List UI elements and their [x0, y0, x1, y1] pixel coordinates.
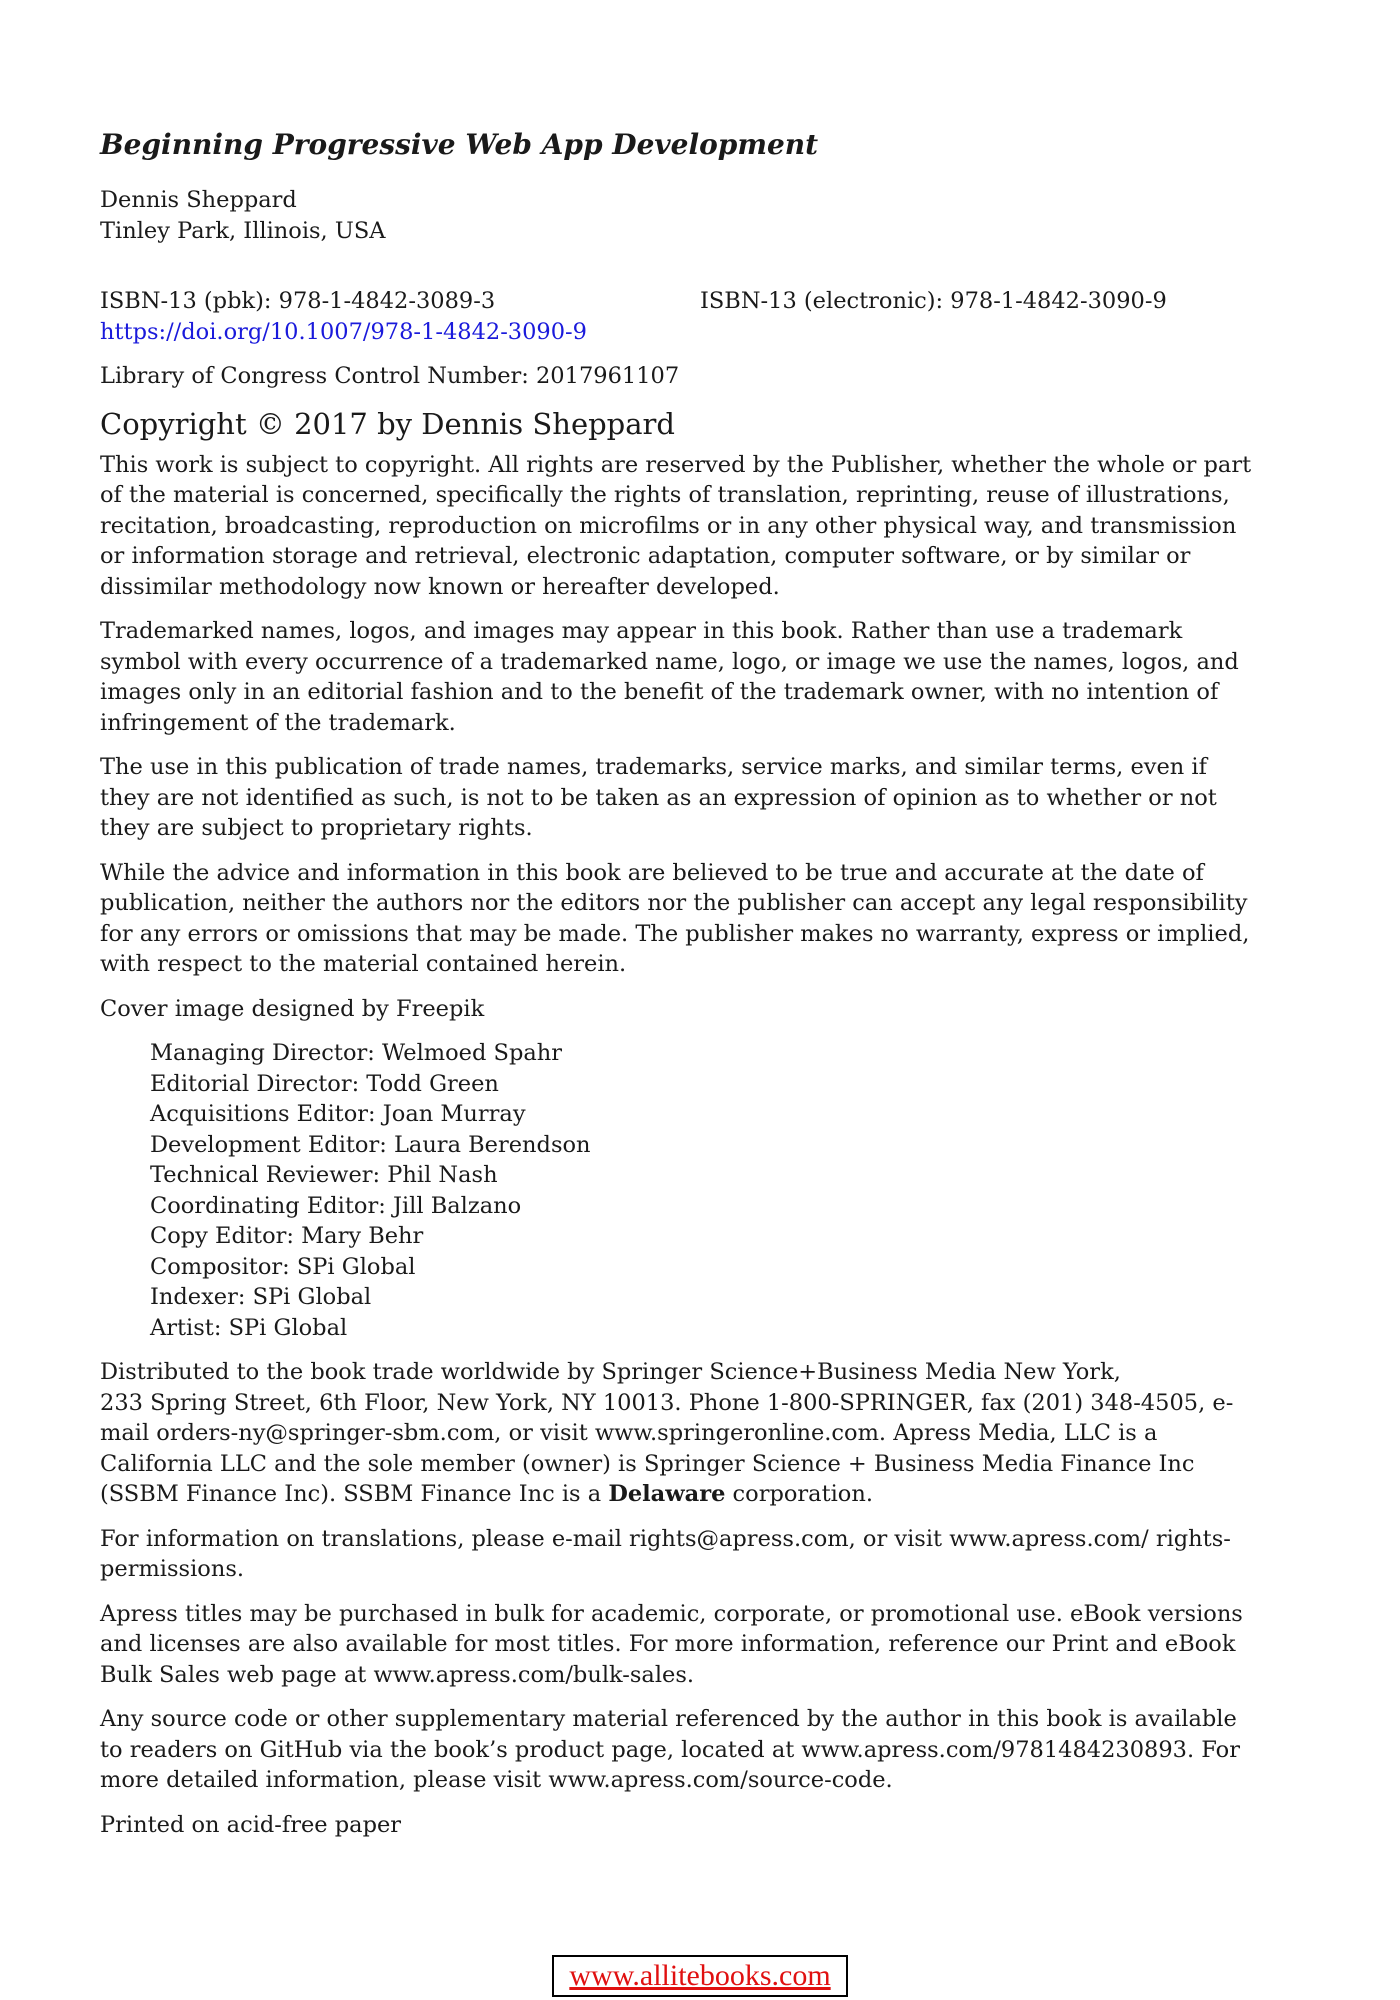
staff-item: Editorial Director: Todd Green [150, 1070, 499, 1097]
printed-note: Printed on acid-free paper [100, 1811, 402, 1838]
isbn-pbk: ISBN-13 (pbk): 978-1-4842-3089-3 [100, 288, 496, 314]
staff-item: Acquisitions Editor: Joan Murray [150, 1101, 526, 1127]
staff-item: Coordinating Editor: Jill Balzano [150, 1192, 522, 1219]
staff-item: Managing Director: Welmoed Spahr [150, 1040, 563, 1066]
paragraph: While the advice and information in this book are believed to be true and accurate at the date of publication, neither the authors nor the editors nor the publisher can accept any legal responsibility for any errors or omissions that may be made. The publisher makes no warranty, express or implied, with respect to the material contained herein. [100, 859, 1250, 977]
staff-item: Development Editor: Laura Berendson [150, 1131, 591, 1158]
staff-item: Technical Reviewer: Phil Nash [150, 1162, 498, 1188]
lccn: Library of Congress Control Number: 2017961107 [100, 363, 680, 389]
copyright-notice: Copyright © 2017 by Dennis Sheppard [100, 406, 675, 441]
distribution-line1: Distributed to the book trade worldwide by Springer Science+Business Media New York, [100, 1359, 1121, 1385]
book-title: Beginning Progressive Web App Development [100, 128, 819, 161]
distribution-tail: corporation. [732, 1481, 873, 1507]
distribution-paragraph [100, 1357, 1260, 1510]
footer-website-link[interactable]: www.allitebooks.com [552, 1955, 848, 1997]
staff-item: Copy Editor: Mary Behr [150, 1223, 424, 1249]
paragraph: Trademarked names, logos, and images may appear in this book. Rather than use a trademark symbol with every occurrence of a trademarked name, logo, or image we use the names, logos, and images only in an editorial fashion and to the benefit of the trademark owner, with no intention of infringement of the trademark. [100, 618, 1239, 736]
distribution-text: 233 Spring Street, 6th Floor, New York, NY 10013. Phone 1-800-SPRINGER, fax (201) 348-4505, e-mail orders-ny@springer-sbm.com, or visit www.springeronline.com. Apress Media, LLC is a California LLC and the sole member (owner) is Springer Science + Business Media Finance Inc (SSBM Finance Inc). SSBM Finance Inc is a [100, 1389, 1234, 1507]
author-location: Tinley Park, Illinois, USA [100, 217, 386, 244]
staff-item: Indexer: SPi Global [150, 1284, 372, 1310]
staff-item: Compositor: SPi Global [150, 1253, 416, 1280]
copyright-page [100, 128, 1260, 1840]
state-name: Delaware [608, 1481, 726, 1507]
paragraph: This work is subject to copyright. All rights are reserved by the Publisher, whether the whole or part of the material is concerned, specifically the rights of translation, reprinting, reuse of illustrations, recitation, broadcasting, reproduction on microfilms or in any other physical way, and transmission or information storage and retrieval, electronic adaptation, computer software, or by similar or dissimilar methodology now known or hereafter developed. [100, 451, 1252, 600]
isbn-row [100, 286, 1260, 317]
staff-list [100, 1038, 1260, 1343]
bulk-sales-info: Apress titles may be purchased in bulk for academic, corporate, or promotional use. eBook versions and licenses are also available for most titles. For more information, reference our Print and eBook Bulk Sales web page at www.apress.com/bulk-sales. [100, 1600, 1243, 1688]
cover-credit: Cover image designed by Freepik [100, 995, 485, 1022]
source-code-info: Any source code or other supplementary material referenced by the author in this book is available to readers on GitHub via the book’s product page, located at www.apress.com/9781484230893. For more detailed information, please visit www.apress.com/source-code. [100, 1706, 1240, 1793]
author-name: Dennis Sheppard [100, 187, 297, 213]
paragraph: The use in this publication of trade names, trademarks, service marks, and similar terms, even if they are not identified as such, is not to be taken as an expression of opinion as to whether or not they are subject to proprietary rights. [100, 754, 1217, 841]
translations-info: For information on translations, please e-mail rights@apress.com, or visit www.apress.com/ rights-permissions. [100, 1525, 1231, 1582]
staff-item: Artist: SPi Global [150, 1314, 348, 1341]
doi-link[interactable]: https://doi.org/10.1007/978-1-4842-3090-9 [100, 318, 587, 345]
distribution-body [100, 1388, 1260, 1510]
isbn-electronic: ISBN-13 (electronic): 978-1-4842-3090-9 [700, 288, 1167, 314]
